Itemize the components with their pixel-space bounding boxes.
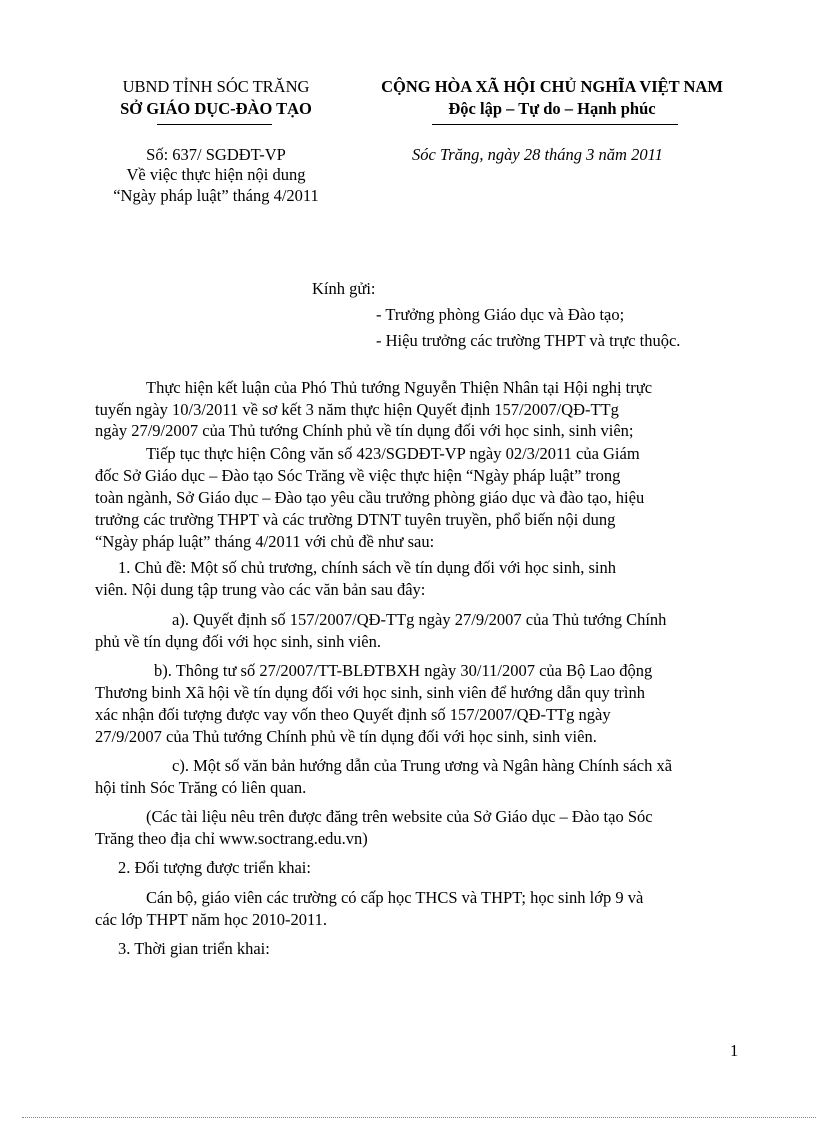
motto: Độc lập – Tự do – Hạnh phúc	[448, 99, 656, 118]
paragraph-line: trưởng các trường THPT và các trường DTNT tuyên truyền, phổ biến nội dung	[95, 510, 616, 529]
section-heading: 2. Đối tượng được triển khai:	[118, 858, 311, 877]
paragraph-line: “Ngày pháp luật” tháng 4/2011 với chủ đề như sau:	[95, 532, 435, 551]
agency-name: UBND TỈNH SÓC TRĂNG	[122, 77, 310, 96]
paragraph-line: đốc Sở Giáo dục – Đào tạo Sóc Trăng về việc thực hiện “Ngày pháp luật” trong	[95, 466, 621, 485]
list-item-c: c). Một số văn bản hướng dẫn của Trung ương và Ngân hàng Chính sách xã	[172, 756, 673, 775]
paragraph-line: phủ về tín dụng đối với học sinh, sinh viên.	[95, 632, 382, 651]
page-bottom-divider	[22, 1117, 816, 1118]
list-item-a: a). Quyết định số 157/2007/QĐ-TTg ngày 27/9/2007 của Thủ tướng Chính	[172, 610, 667, 629]
paragraph-line: Thương binh Xã hội về tín dụng đối với học sinh, sinh viên để hướng dẫn quy trình	[95, 683, 646, 702]
paragraph-line: viên. Nội dung tập trung vào các văn bản sau đây:	[95, 580, 426, 599]
recipient-item: - Trưởng phòng Giáo dục và Đào tạo;	[376, 305, 625, 324]
subject-line: Về việc thực hiện nội dung	[126, 165, 306, 184]
paragraph-line: các lớp THPT năm học 2010-2011.	[95, 910, 328, 929]
recipients-heading: Kính gửi:	[312, 279, 376, 298]
paragraph-line: xác nhận đối tượng được vay vốn theo Quyết định số 157/2007/QĐ-TTg ngày	[95, 705, 611, 724]
department-underline	[157, 124, 272, 125]
paragraph-line: Tiếp tục thực hiện Công văn số 423/SGDĐT-VP ngày 02/3/2011 của Giám	[146, 444, 640, 463]
recipient-item: - Hiệu trưởng các trường THPT và trực thuộc.	[376, 331, 681, 350]
motto-underline	[432, 124, 678, 125]
paragraph-line: 27/9/2007 của Thủ tướng Chính phủ về tín dụng đối với học sinh, sinh viên.	[95, 727, 597, 746]
document-number: Số: 637/ SGDĐT-VP	[146, 145, 286, 164]
country-name: CỘNG HÒA XÃ HỘI CHỦ NGHĨA VIỆT NAM	[381, 77, 723, 96]
department-name: SỞ GIÁO DỤC-ĐÀO TẠO	[120, 99, 312, 118]
paragraph-line: ngày 27/9/2007 của Thủ tướng Chính phủ về tín dụng đối với học sinh, sinh viên;	[95, 421, 634, 440]
paragraph-line: tuyến ngày 10/3/2011 về sơ kết 3 năm thực hiện Quyết định 157/2007/QĐ-TTg	[95, 400, 619, 419]
page-number: 1	[730, 1041, 739, 1060]
list-item-b: b). Thông tư số 27/2007/TT-BLĐTBXH ngày 30/11/2007 của Bộ Lao động	[154, 661, 653, 680]
note-line: (Các tài liệu nêu trên được đăng trên website của Sở Giáo dục – Đào tạo Sóc	[146, 807, 653, 826]
paragraph-line: hội tỉnh Sóc Trăng có liên quan.	[95, 778, 307, 797]
note-line: Trăng theo địa chỉ www.soctrang.edu.vn)	[95, 829, 368, 848]
paragraph-line: Thực hiện kết luận của Phó Thủ tướng Nguyễn Thiện Nhân tại Hội nghị trực	[146, 378, 653, 397]
section-heading: 1. Chủ đề: Một số chủ trương, chính sách về tín dụng đối với học sinh, sinh	[118, 558, 616, 577]
subject-line: “Ngày pháp luật” tháng 4/2011	[113, 186, 319, 205]
paragraph-line: Cán bộ, giáo viên các trường có cấp học THCS và THPT; học sinh lớp 9 và	[146, 888, 644, 907]
place-date: Sóc Trăng, ngày 28 tháng 3 năm 2011	[412, 145, 663, 164]
paragraph-line: toàn ngành, Sở Giáo dục – Đào tạo yêu cầu trưởng phòng giáo dục và đào tạo, hiệu	[95, 488, 645, 507]
section-heading: 3. Thời gian triển khai:	[118, 939, 270, 958]
